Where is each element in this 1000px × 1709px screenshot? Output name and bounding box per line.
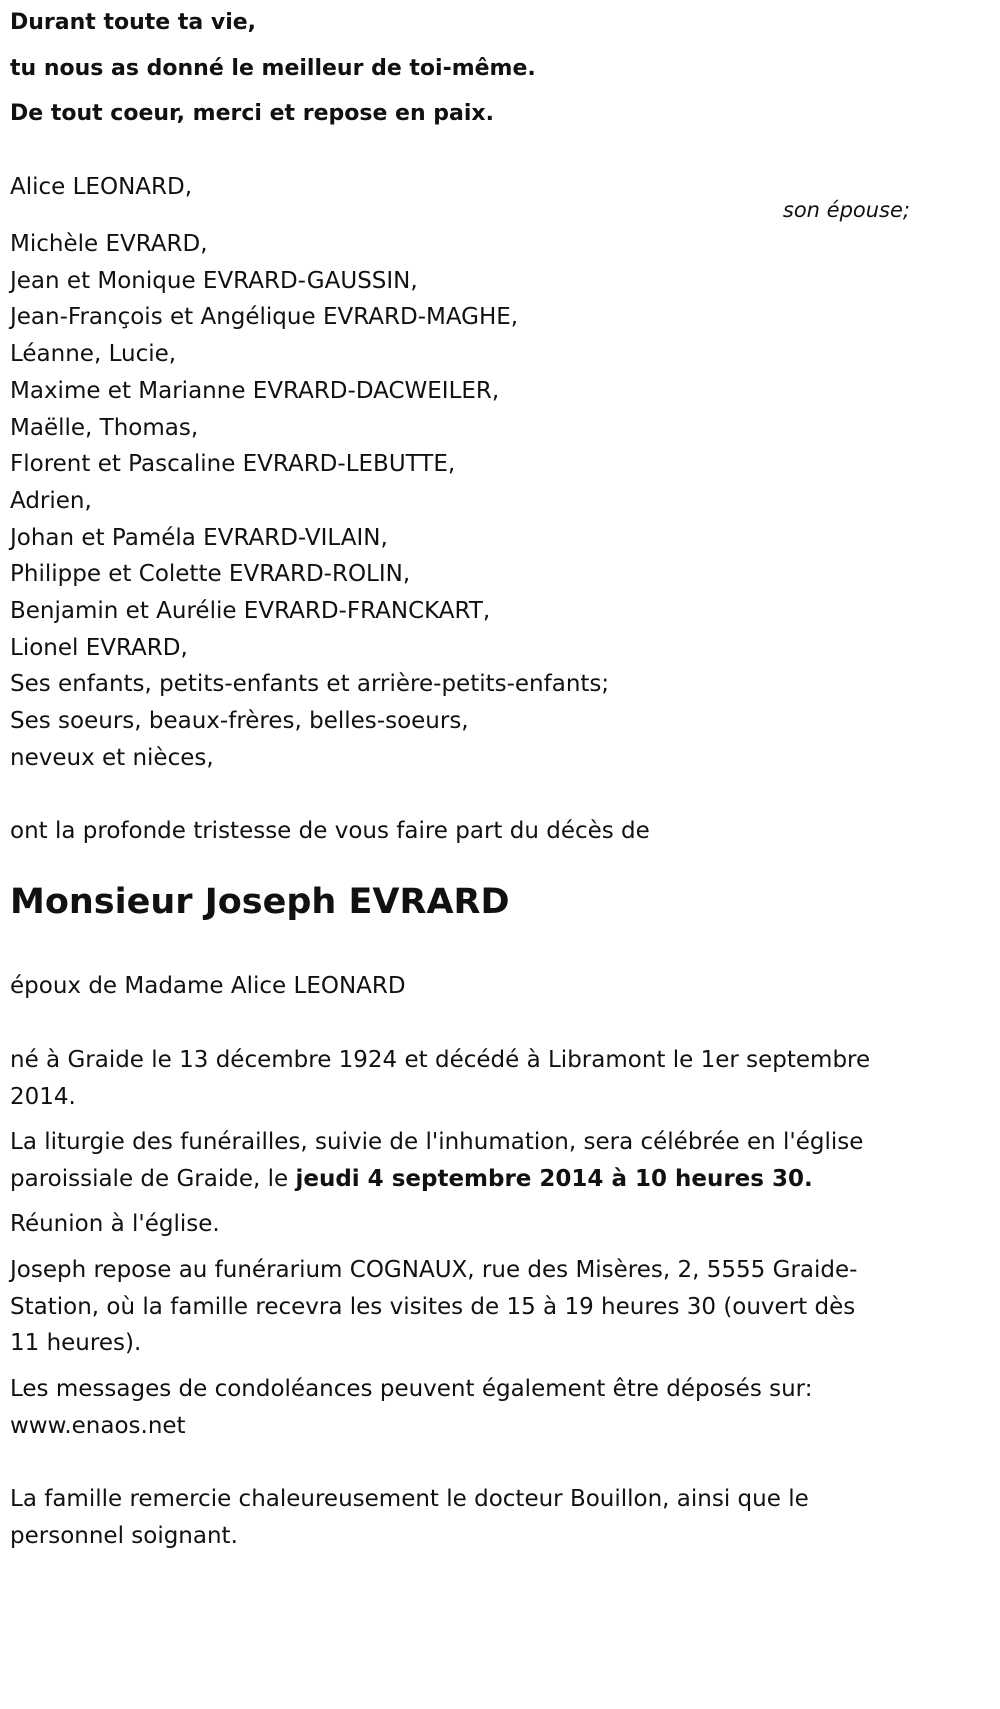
family-member: Florent et Pascaline EVRARD-LEBUTTE,	[10, 451, 456, 478]
family-member: Michèle EVRARD,	[10, 231, 208, 257]
deceased-name: Monsieur Joseph EVRARD	[10, 882, 510, 922]
liturgy-line-2	[10, 1161, 910, 1198]
condolences-website: www.enaos.net	[10, 1412, 186, 1439]
funeral-home-line: 11 heures).	[10, 1330, 142, 1356]
thanks-paragraph	[10, 1481, 910, 1554]
family-member: Maëlle, Thomas,	[10, 414, 199, 441]
meeting-text	[10, 1206, 910, 1243]
family-member: neveux et nièces,	[10, 744, 214, 771]
family-member: Philippe et Colette EVRARD-ROLIN,	[10, 561, 411, 588]
birth-death-line: né à Graide le 13 décembre 1924 et décédé à Libramont le 1er septembre	[10, 1047, 871, 1073]
family-member: Maxime et Marianne EVRARD-DACWEILER,	[10, 377, 500, 404]
family-member: Ses enfants, petits-enfants et arrière-petits-enfants;	[10, 671, 610, 698]
family-member: Adrien,	[10, 487, 92, 514]
thanks-line: personnel soignant.	[10, 1522, 238, 1549]
family-member: Jean et Monique EVRARD-GAUSSIN,	[10, 267, 418, 294]
spouse-of-text: époux de Madame Alice LEONARD	[10, 973, 406, 999]
thanks-line: La famille remercie chaleureusement le docteur Bouillon, ainsi que le	[10, 1486, 809, 1512]
liturgy-line-1: La liturgie des funérailles, suivie de l'inhumation, sera célébrée en l'église	[10, 1129, 864, 1155]
family-list	[10, 226, 609, 777]
announcement-text: ont la profonde tristesse de vous faire part du décès de	[10, 818, 650, 844]
condolences-paragraph	[10, 1371, 910, 1444]
spouse-name: Alice LEONARD,	[10, 174, 193, 200]
family-member: Ses soeurs, beaux-frères, belles-soeurs,	[10, 708, 469, 735]
family-member: Jean-François et Angélique EVRARD-MAGHE,	[10, 304, 519, 331]
birth-death-paragraph	[10, 1042, 910, 1115]
funeral-home-line: Station, où la famille recevra les visites de 15 à 19 heures 30 (ouvert dès	[10, 1293, 856, 1320]
epigraph-line-1: Durant toute ta vie,	[10, 10, 257, 35]
birth-death-line: 2014.	[10, 1083, 76, 1110]
family-member: Johan et Paméla EVRARD-VILAIN,	[10, 524, 388, 551]
funeral-home-line: Joseph repose au funérarium COGNAUX, rue des Misères, 2, 5555 Graide-	[10, 1257, 858, 1283]
family-member: Benjamin et Aurélie EVRARD-FRANCKART,	[10, 598, 491, 625]
family-member: Léanne, Lucie,	[10, 341, 177, 368]
meeting-line: Réunion à l'église.	[10, 1211, 220, 1237]
spouse-relation: son épouse;	[782, 198, 910, 222]
epigraph-line-2: tu nous as donné le meilleur de toi-même.	[10, 56, 536, 81]
condolences-line: Les messages de condoléances peuvent également être déposés sur:	[10, 1376, 813, 1402]
liturgy-paragraph	[10, 1124, 910, 1197]
funeral-home-paragraph	[10, 1252, 910, 1362]
liturgy-line-2-prefix: paroissiale de Graide, le	[10, 1165, 296, 1192]
family-member: Lionel EVRARD,	[10, 634, 188, 661]
epigraph-line-3: De tout coeur, merci et repose en paix.	[10, 101, 494, 126]
liturgy-date-time: jeudi 4 septembre 2014 à 10 heures 30.	[295, 1165, 813, 1192]
